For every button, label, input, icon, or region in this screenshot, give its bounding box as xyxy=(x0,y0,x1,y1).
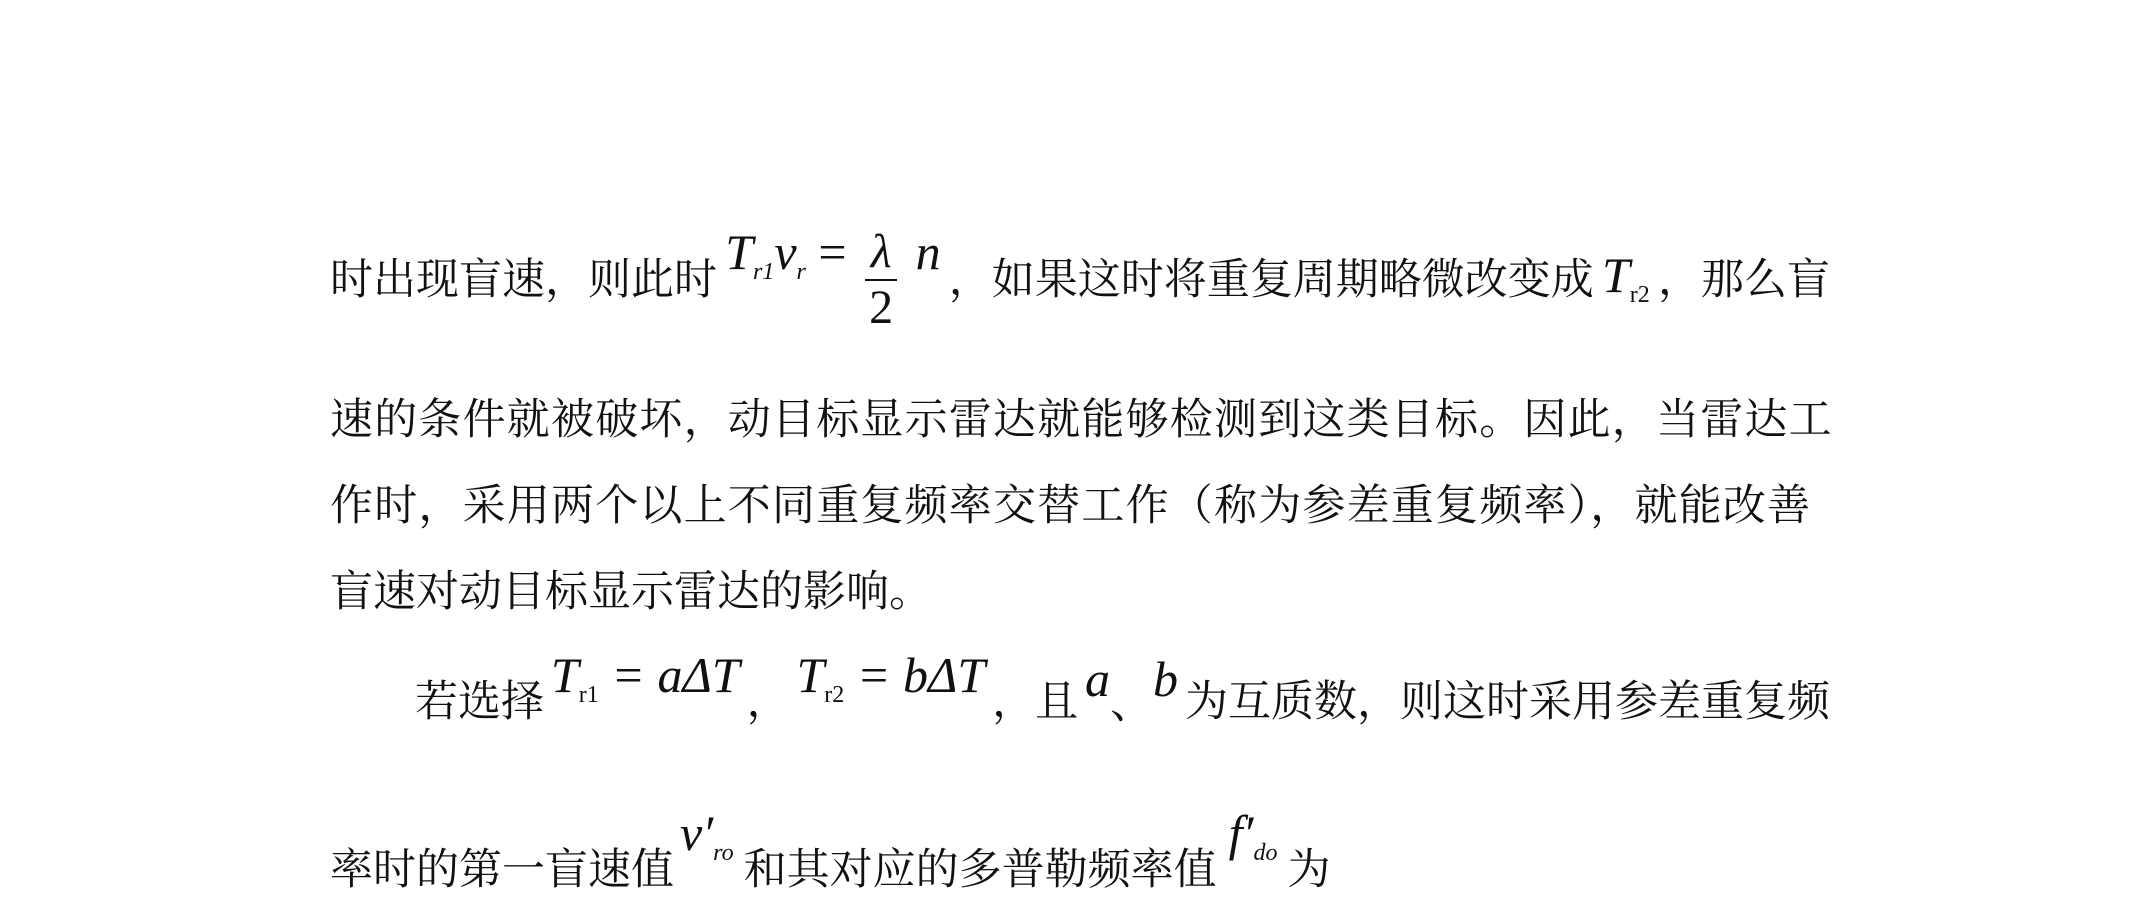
text-segment: 为 xyxy=(1287,845,1331,895)
math-symbol: T xyxy=(725,224,753,281)
math-subscript: do xyxy=(1253,840,1278,866)
tr2-formula xyxy=(796,635,985,725)
text-segment: ，如果这时将重复周期略微改变成 xyxy=(948,255,1594,305)
text-segment: 若选择 xyxy=(415,677,544,727)
math-subscript: r1 xyxy=(753,259,775,286)
math-fraction xyxy=(865,224,897,334)
math-symbol: a xyxy=(1085,650,1111,707)
tr1-formula xyxy=(551,635,740,725)
first-blind-speed-symbol xyxy=(680,793,734,883)
math-symbol: T xyxy=(796,647,825,703)
math-symbol: v xyxy=(774,224,797,281)
math-subscript: r xyxy=(796,259,806,286)
math-symbol: b xyxy=(1153,650,1179,707)
text-segment: 为互质数，则这时采用参差重复频 xyxy=(1184,677,1830,727)
math-symbol: T xyxy=(1601,247,1630,303)
text-segment: 和其对应的多普勒频率值 xyxy=(743,845,1217,895)
text-segment: 、 xyxy=(1110,678,1154,729)
math-symbol: T xyxy=(550,647,579,703)
math-symbol: f′ xyxy=(1228,805,1254,861)
paragraph-2-line-2 xyxy=(330,805,1830,910)
text-segment: 率时的第一盲速值 xyxy=(330,845,674,895)
fraction-denominator: 2 xyxy=(869,281,894,334)
math-subscript: r1 xyxy=(578,682,599,708)
math-subscript: ro xyxy=(713,840,734,866)
math-expression: = aΔT xyxy=(611,647,740,703)
paragraph-1-line-1 xyxy=(330,224,1830,334)
tr2-symbol xyxy=(1602,235,1650,325)
paragraph-1-line-2: 速的条件就被破坏，动目标显示雷达就能够检测到这类目标。因此，当雷达工 xyxy=(330,395,1833,445)
math-symbol: n xyxy=(915,224,941,281)
math-subscript: r2 xyxy=(1629,282,1650,308)
paragraph-1-line-3: 作时，采用两个以上不同重复频率交替工作（称为参差重复频率），就能改善 xyxy=(330,481,1812,531)
text-segment: ，那么盲 xyxy=(1657,255,1830,305)
math-subscript: r2 xyxy=(824,682,845,708)
text-segment: 时出现盲速，则此时 xyxy=(330,255,717,305)
paragraph-2-line-1 xyxy=(415,647,1830,742)
blind-speed-formula xyxy=(725,224,941,334)
text-segment: ，且 xyxy=(992,677,1079,727)
ab-symbols xyxy=(1085,650,1179,744)
fraction-numerator: λ xyxy=(870,224,892,278)
doppler-frequency-symbol xyxy=(1229,793,1278,883)
text-segment: ， xyxy=(746,677,790,727)
math-symbol: v′ xyxy=(680,805,714,861)
math-expression: = bΔT xyxy=(856,647,986,703)
paragraph-1-line-4: 盲速对动目标显示雷达的影响。 xyxy=(330,567,932,617)
math-equals: = xyxy=(818,224,847,281)
